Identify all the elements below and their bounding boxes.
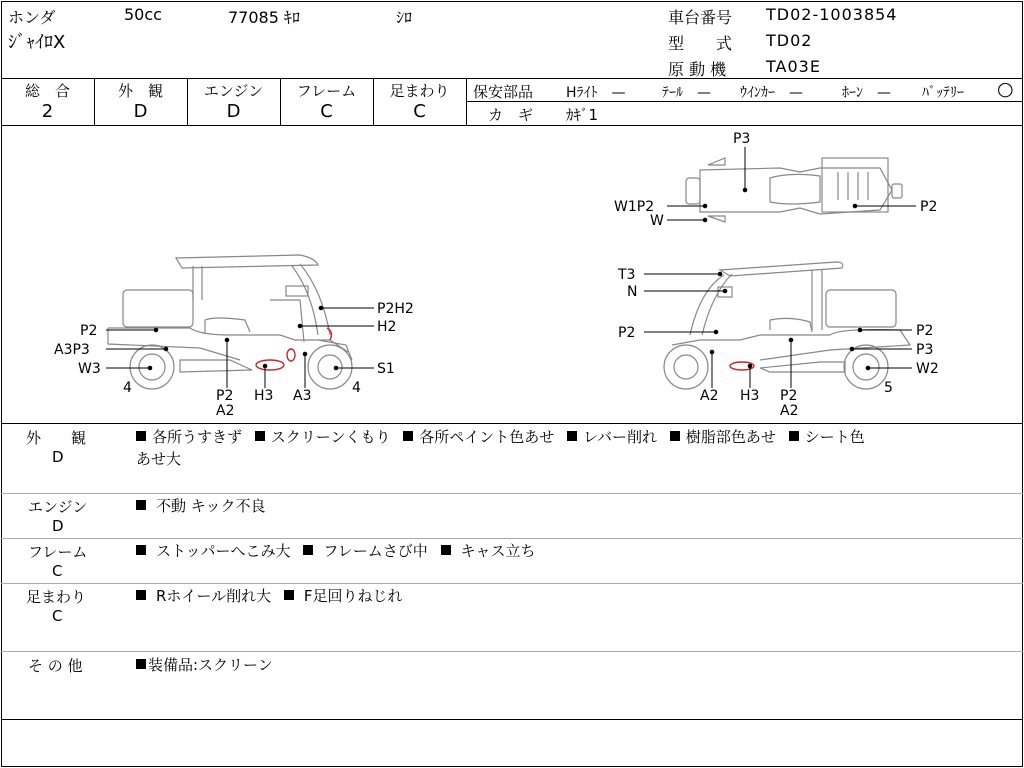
bullet-icon xyxy=(670,431,680,441)
comment-engine-text: 不動 キック不良 xyxy=(136,495,265,517)
label-left-h2: H2 xyxy=(377,319,397,335)
label-left-a2-bottom: A2 xyxy=(216,403,235,419)
divider xyxy=(1,493,1023,494)
label-left-a3: A3 xyxy=(293,388,312,404)
damage-diagram xyxy=(0,126,1024,423)
label-right-p2-bottom: P2 xyxy=(780,388,798,404)
frame-grade: C xyxy=(320,101,333,122)
comment-exterior-text: 各所うすきず スクリーンくもり 各所ペイント色あせ レバー削れ 樹脂部色あせ シート色 xyxy=(136,426,865,448)
label-left-4a: 4 xyxy=(123,380,132,396)
label-top-p3: P3 xyxy=(733,131,751,147)
type-label: 型 式 xyxy=(668,34,733,53)
overall-grade-label: 総 合 xyxy=(24,82,70,100)
left-damage-marks xyxy=(256,328,331,370)
frame-number-label: 車台番号 xyxy=(668,8,733,27)
overall-grade: 2 xyxy=(41,101,54,122)
battery-status: ○ xyxy=(997,78,1014,100)
suspension-grade: C xyxy=(413,101,426,122)
bullet-icon xyxy=(789,431,799,441)
label-left-p2: P2 xyxy=(80,323,98,339)
comment-exterior-label: 外 観 xyxy=(26,429,87,447)
label-right-a2-bottom: A2 xyxy=(780,403,799,419)
comment-engine-grade: D xyxy=(52,517,64,535)
divider xyxy=(466,78,467,125)
engine-grade-label: エンジン xyxy=(203,82,264,100)
divider xyxy=(1,423,1023,424)
bullet-icon xyxy=(303,545,313,555)
suspension-grade-label: 足まわり xyxy=(389,82,450,100)
type-value: TD02 xyxy=(766,31,813,50)
label-right-p2-left: P2 xyxy=(618,325,636,341)
headlight-status: Hﾗｲﾄ — xyxy=(566,85,626,101)
label-right-p2: P2 xyxy=(916,323,934,339)
bullet-icon xyxy=(136,500,146,510)
comment-frame-grade: C xyxy=(52,562,63,580)
comment-suspension-text: Rホイール削れ大 F足回りねじれ xyxy=(136,585,403,607)
bullet-icon xyxy=(284,590,294,600)
label-right-h3: H3 xyxy=(740,388,760,404)
bullet-icon xyxy=(255,431,265,441)
displacement: 50cc xyxy=(124,5,162,24)
comment-engine-label: エンジン xyxy=(28,498,88,516)
engine-model: TA03E xyxy=(766,57,821,76)
key-value: ｶｷﾞ1 xyxy=(566,106,599,124)
maker: ホンダ xyxy=(8,8,56,27)
bullet-icon xyxy=(403,431,413,441)
label-right-p3: P3 xyxy=(916,342,934,358)
model-name: ｼﾞｬｲﾛX xyxy=(8,32,66,53)
divider xyxy=(1,538,1023,539)
label-top-p2: P2 xyxy=(920,199,938,215)
comment-exterior-text-cont: あせ大 xyxy=(136,450,182,468)
label-right-w2: W2 xyxy=(916,361,939,377)
label-left-p2h2: P2H2 xyxy=(377,301,414,317)
label-top-w1p2: W1P2 xyxy=(614,199,655,215)
comment-frame-text: ストッパーへこみ大 フレームさび中 キャス立ち xyxy=(136,540,536,562)
divider xyxy=(1,651,1023,652)
comment-other-text: 装備品:スクリーン xyxy=(136,654,273,676)
label-left-w3: W3 xyxy=(78,361,101,377)
bullet-icon xyxy=(567,431,577,441)
taillight-status: ﾃｰﾙ — xyxy=(662,85,711,101)
bullet-icon xyxy=(136,659,146,669)
divider xyxy=(1,719,1023,720)
battery-label: ﾊﾞｯﾃﾘｰ xyxy=(922,85,964,101)
divider xyxy=(1,78,1023,79)
label-right-t3: T3 xyxy=(618,267,636,283)
exterior-grade-label: 外 観 xyxy=(117,82,163,100)
mileage: 77085 ｷﾛ xyxy=(228,8,300,27)
bullet-icon xyxy=(441,545,451,555)
frame-number: TD02-1003854 xyxy=(766,5,898,24)
key-label: カ ギ xyxy=(488,106,534,124)
exterior-grade: D xyxy=(133,101,148,122)
label-right-n: N xyxy=(627,284,638,300)
engine-model-label: 原 動 機 xyxy=(668,60,727,79)
safety-parts-label: 保安部品 xyxy=(473,83,534,101)
bullet-icon xyxy=(136,590,146,600)
label-top-w: W xyxy=(650,213,664,229)
label-right-a2: A2 xyxy=(700,388,719,404)
comment-exterior-grade: D xyxy=(52,448,64,466)
bullet-icon xyxy=(136,431,146,441)
left-side-scooter-drawing xyxy=(108,255,352,389)
frame-grade-label: フレーム xyxy=(296,82,357,100)
comment-suspension-grade: C xyxy=(52,607,63,625)
horn-status: ﾎｰﾝ — xyxy=(842,85,891,101)
right-side-scooter-drawing xyxy=(664,262,910,389)
comment-frame-label: フレーム xyxy=(28,543,88,561)
label-left-4b: 4 xyxy=(352,380,361,396)
divider xyxy=(1,583,1023,584)
label-left-s1: S1 xyxy=(377,361,395,377)
top-view-scooter-drawing xyxy=(686,158,902,222)
label-right-5: 5 xyxy=(884,380,893,396)
body-color: ｼﾛ xyxy=(396,8,413,27)
label-left-h3: H3 xyxy=(254,388,274,404)
label-left-a3p3: A3P3 xyxy=(54,342,90,358)
engine-grade: D xyxy=(226,101,241,122)
comment-other-label: そ の 他 xyxy=(28,657,83,675)
bullet-icon xyxy=(136,545,146,555)
label-left-p2-bottom: P2 xyxy=(216,388,234,404)
winker-status: ｳｲﾝｶｰ — xyxy=(740,85,803,101)
comment-suspension-label: 足まわり xyxy=(26,588,87,606)
